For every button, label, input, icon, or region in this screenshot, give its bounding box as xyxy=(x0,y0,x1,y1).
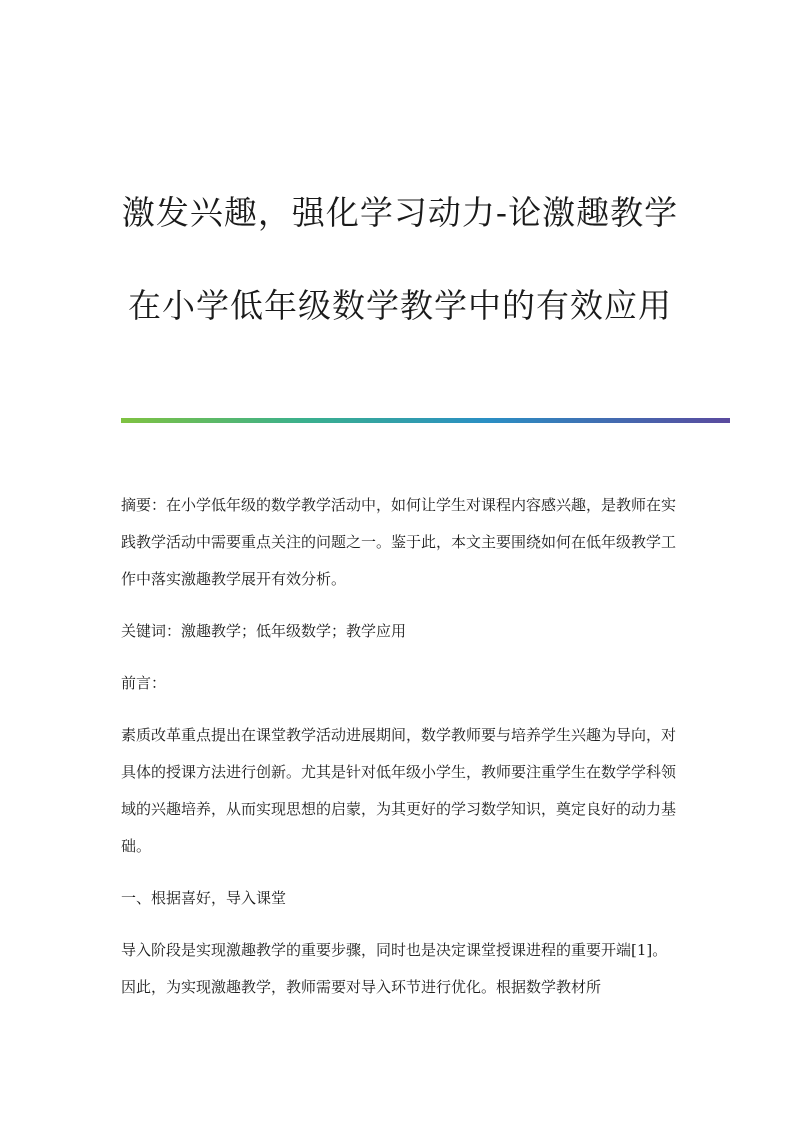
section-paragraph: 导入阶段是实现激趣教学的重要步骤，同时也是决定课堂授课进程的重要开端[1]。因此，为实现激趣教学，教师需要对导入环节进行优化。根据数学教材所 xyxy=(121,941,668,996)
preface-paragraph: 素质改革重点提出在课堂教学活动进展期间，数学教师要与培养学生兴趣为导向，对具体的授课方法进行创新。尤其是针对低年级小学生，教师要注重学生在数学学科领域的兴趣培养，从而实现思想的启蒙，为其更好的学习数学知识，奠定良好的动力基础。 xyxy=(121,726,677,855)
document-body xyxy=(121,487,681,1021)
title-line-2: 在小学低年级数学教学中的有效应用 xyxy=(128,286,672,325)
document-title xyxy=(0,182,800,337)
keywords-paragraph: 关键词：激趣教学；低年级数学；教学应用 xyxy=(121,622,407,640)
preface-heading: 前言： xyxy=(121,674,167,692)
section-heading: 一、根据喜好，导入课堂 xyxy=(121,889,287,907)
title-line-1: 激发兴趣，强化学习动力-论激趣教学 xyxy=(121,193,679,232)
abstract-paragraph: 摘要：在小学低年级的数学教学活动中，如何让学生对课程内容感兴趣，是教师在实践教学活动中需要重点关注的问题之一。鉴于此，本文主要围绕如何在低年级教学工作中落实激趣教学展开有效分析。 xyxy=(121,496,677,588)
title-divider xyxy=(121,418,730,423)
